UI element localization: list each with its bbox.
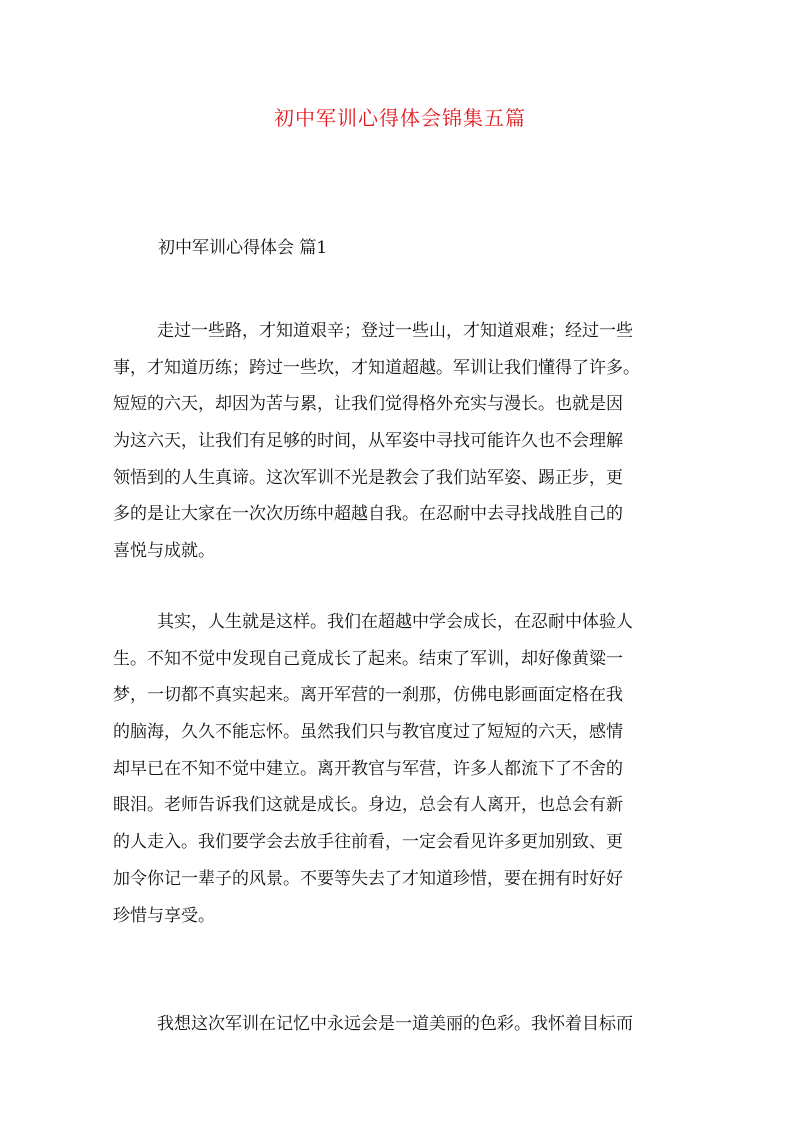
paragraph-line: 为这六天，让我们有足够的时间，从军姿中寻找可能许久也不会理解: [113, 431, 623, 452]
paragraph-line: 生。不知不觉中发现自己竟成长了起来。结束了军训，却好像黄粱一: [113, 648, 623, 669]
paragraph-3: [113, 1006, 690, 1043]
paragraph-line: 短短的六天，却因为苦与累，让我们觉得格外充实与漫长。也就是因: [113, 394, 623, 415]
paragraph-line: 多的是让大家在一次次历练中超越自我。在忍耐中去寻找战胜自己的: [113, 504, 623, 525]
paragraph-line: 梦，一切都不真实起来。离开军营的一刹那，仿佛电影画面定格在我: [113, 685, 623, 706]
paragraph-line: 却早已在不知不觉中建立。离开教官与军营，许多人都流下了不舍的: [113, 758, 623, 779]
paragraph-line: 的人走入。我们要学会去放手往前看，一定会看见许多更加别致、更: [113, 832, 623, 853]
paragraph-1: [113, 313, 690, 570]
paragraph-line: 的脑海，久久不能忘怀。虽然我们只与教官度过了短短的六天，感情: [113, 722, 623, 743]
paragraph-line: 领悟到的人生真谛。这次军训不光是教会了我们站军姿、踢正步，更: [113, 467, 623, 488]
paragraph-line: 珍惜与享受。: [113, 905, 215, 926]
section-heading: 初中军训心得体会 篇1: [158, 238, 328, 258]
document-title: 初中军训心得体会锦集五篇: [274, 106, 526, 130]
paragraph-line: 其实，人生就是这样。我们在超越中学会成长，在忍耐中体验人: [157, 612, 633, 632]
paragraph-line: 事，才知道历练；跨过一些坎，才知道超越。军训让我们懂得了许多。: [113, 357, 640, 378]
paragraph-2: [113, 604, 690, 934]
paragraph-line: 喜悦与成就。: [113, 541, 215, 562]
paragraph-line: 我想这次军训在记忆中永远会是一道美丽的色彩。我怀着目标而: [157, 1014, 633, 1034]
paragraph-line: 走过一些路，才知道艰辛；登过一些山，才知道艰难；经过一些: [157, 321, 633, 341]
paragraph-line: 眼泪。老师告诉我们这就是成长。身边，总会有人离开，也总会有新: [113, 795, 623, 816]
paragraph-line: 加令你记一辈子的风景。不要等失去了才知道珍惜，要在拥有时好好: [113, 868, 623, 889]
